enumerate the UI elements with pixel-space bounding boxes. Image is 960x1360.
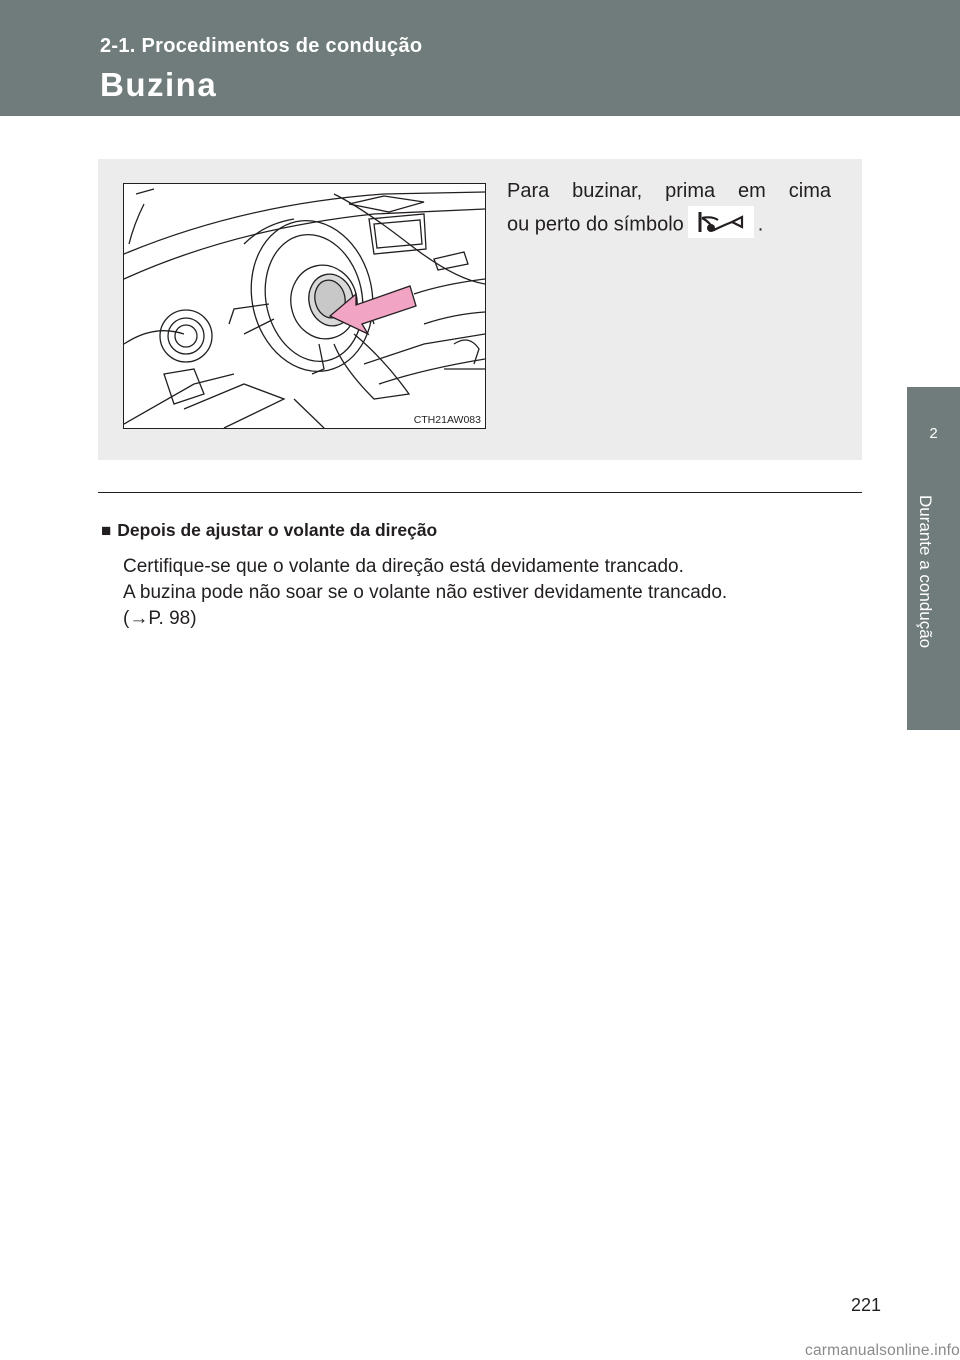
note-body xyxy=(123,554,843,632)
chapter-number: 2 xyxy=(929,425,938,442)
illustration-code: CTH21AW083 xyxy=(413,414,481,426)
note-line-1: Certifique-se que o volante da direção está devidamente trancado. xyxy=(123,556,684,577)
page-title: Buzina xyxy=(100,66,218,103)
page-reference-link[interactable]: (→P. 98) xyxy=(123,608,197,629)
note-line-2: A buzina pode não soar se o volante não estiver devidamente trancado. xyxy=(123,582,728,603)
watermark: carmanualsonline.info xyxy=(805,1342,960,1359)
instruction-line-1: Para buzinar, prima em cima xyxy=(507,180,831,202)
section-title: 2-1. Procedimentos de condução xyxy=(100,35,423,57)
chapter-tab xyxy=(907,387,960,730)
steering-wheel-illustration xyxy=(123,183,486,429)
horn-instruction xyxy=(507,176,831,241)
instruction-line-2: ou perto do símbolo . xyxy=(507,209,831,241)
square-bullet-icon: ■ xyxy=(101,521,112,540)
steering-wheel-drawing xyxy=(124,184,485,428)
horn-icon xyxy=(688,206,754,238)
section-divider xyxy=(98,492,862,493)
note-heading: ■ Depois de ajustar o volante da direção xyxy=(101,520,438,540)
header-bar xyxy=(0,0,960,116)
page-number: 221 xyxy=(851,1295,882,1315)
chapter-label: Durante a condução xyxy=(916,495,935,649)
